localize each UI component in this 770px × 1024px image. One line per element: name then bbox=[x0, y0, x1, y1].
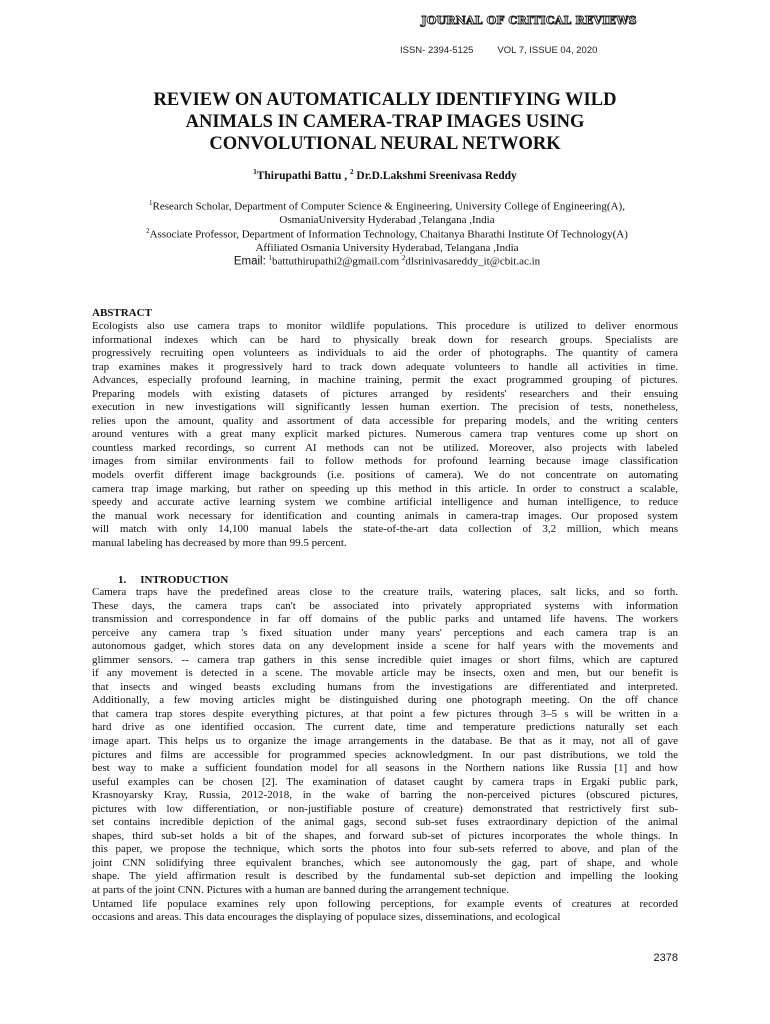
text-line: speedy and accurate active learning system we combine artificial intelligence and human intelligence, to reduce bbox=[92, 496, 678, 509]
text-line: camera trap image marking, but rather on speeding up this method in this article. In order to construct a scalable, bbox=[92, 482, 678, 495]
text-line: models overfit different image backgrounds (i.e. positions of camera). We do not concentrate on automating bbox=[92, 469, 678, 482]
text-line: occasions and areas. This data encourages the displaying of populace sizes, disseminations, and ecological bbox=[92, 911, 561, 924]
author2-name: Dr.D.Lakshmi Sreenivasa Reddy bbox=[356, 169, 517, 182]
text-line: Krasnoyarsky Kray, Russia, 2012-2018, in the wake of barring the non-perceived pictures (obscured pictures, bbox=[92, 789, 678, 802]
text-line: glimmer sensors. -- camera trap gathers in this sense incredible quiet images or short films, which are captured bbox=[92, 653, 678, 666]
text-line: the manual work necessary for identification and counting animals in camera-trap images. Our proposed system bbox=[92, 509, 678, 522]
affiliation-line: Affiliated Osmania University Hyderabad, Telangana ,India bbox=[255, 242, 519, 255]
text-line: perceive any camera trap 's fixed situation under many years' perceptions and each camera trap is an bbox=[92, 626, 678, 639]
text-line: Preparing models with existing datasets of pictures arranged by residents' researchers and their ensuing bbox=[92, 387, 678, 400]
affiliation-line bbox=[92, 225, 682, 242]
text-line: useful examples can be chosen [2]. The examination of dataset caught by camera traps in Ergaki public park, bbox=[92, 775, 678, 788]
text-line: Ecologists also use camera traps to monitor wildlife populations. This procedure is utilized to deliver enormous bbox=[92, 320, 678, 332]
section-title: INTRODUCTION bbox=[140, 574, 229, 586]
author1-superscript: 1 bbox=[253, 168, 257, 176]
text-line: shape. The yield affirmation result is described by the fundamental sub-set depiction and impelling the looking bbox=[92, 870, 678, 883]
affiliation-text: Research Scholar, Department of Computer Science & Engineering, University College of Engineering(A), bbox=[152, 200, 625, 213]
text-line: Untamed life populace examines rely upon following perceptions, for example events of creatures at recorded bbox=[92, 897, 678, 910]
text-line: set contains incredible depiction of the animal gags, second sub-set fuses extraordinary depiction of the animal bbox=[92, 816, 678, 829]
text-line: around ventures with a great many explicit marked pictures. Numerous camera trap ventures come up short on bbox=[92, 428, 678, 441]
text-line: relies upon the amount, quality and assortment of data accessible for preparing models, and the writing centers bbox=[92, 414, 678, 427]
text-line: pictures with low differentiation, or non-justifiable posture of creature) demonstrated that restrictively first sub- bbox=[92, 802, 678, 815]
affiliation-1 bbox=[92, 197, 682, 228]
author1-name: Thirupathi Battu , bbox=[256, 169, 348, 182]
introduction-body bbox=[92, 586, 678, 925]
introduction-heading bbox=[118, 574, 228, 586]
text-line: transmission and correspondence in far off domains of the public parks and untamed life havens. The workers bbox=[92, 613, 678, 626]
affiliation-line: OsmaniaUniversity Hyderabad ,Telangana ,India bbox=[279, 214, 495, 227]
text-line: execution in new investigations will significantly lessen human exertion. The precision of tests, nonetheless, bbox=[92, 401, 678, 414]
volume-issue: VOL 7, ISSUE 04, 2020 bbox=[497, 45, 598, 56]
title-line: ANIMALS IN CAMERA-TRAP IMAGES USING bbox=[185, 112, 585, 132]
text-line: best way to make a sufficient foundation model for all seasons in the Northern nations like Russia [1] and how bbox=[92, 762, 678, 775]
text-line: trap examines makes it progressively hard to track down adequate volunteers to handle all activities in time. bbox=[92, 360, 678, 373]
text-line: countless marked recordings, so current AI methods can not be utilized. Moreover, also projects with labeled bbox=[92, 441, 678, 454]
email-1[interactable]: battuthirupathi2@gmail.com bbox=[272, 255, 400, 268]
text-line: progressively recruiting open volunteers as individuals to aid the order of photographs. The quantity of camera bbox=[92, 347, 678, 360]
affiliation-text: Associate Professor, Department of Information Technology, Chaitanya Bharathi Institute Of Technology(A) bbox=[149, 228, 628, 241]
text-line: joint CNN solidifying three equivalent branches, which see autonomously the gag, part of shape, and whole bbox=[92, 856, 678, 869]
text-line: Camera traps have the predefined areas close to the creature trails, watering places, salt licks, and so forth. bbox=[92, 586, 678, 598]
text-line: shapes, third sub-set holds a bit of the shapes, and forward sub-set of pictures incorporates the whole things. In bbox=[92, 829, 678, 842]
text-line: autonomous gadget, which stores data on any development inside a scene for half years with the movements and bbox=[92, 640, 678, 653]
author-line bbox=[70, 168, 700, 182]
affiliation-2 bbox=[92, 225, 682, 256]
email1-superscript: 1 bbox=[268, 254, 273, 262]
author2-superscript: 2 bbox=[350, 168, 354, 176]
text-line: that camera trap stores despite everything pictures, at that point a few pictures through 3–5 s will be written in a bbox=[92, 707, 678, 720]
title-line: REVIEW ON AUTOMATICALLY IDENTIFYING WILD bbox=[153, 90, 617, 110]
text-line: manual labeling has decreased by more than 99.5 percent. bbox=[92, 536, 347, 549]
text-line: pictures and films are accessible for programmed species acknowledgment. In our past distributions, we told the bbox=[92, 748, 678, 761]
text-line: hard drive as one identified occasion. The current date, time and temperature predictions naturally set each bbox=[92, 721, 678, 734]
issn: ISSN- 2394-5125 bbox=[400, 45, 474, 56]
text-line: images from similar environments fail to follow methods for profound learning because image classification bbox=[92, 455, 678, 468]
issn-volume-line bbox=[400, 45, 597, 56]
email-line bbox=[92, 254, 682, 268]
abstract-heading: ABSTRACT bbox=[92, 307, 152, 319]
text-line: will match with only 14,100 manual labels the state-of-the-art data collection of 3,2 million, which means bbox=[92, 523, 678, 536]
email2-superscript: 2 bbox=[401, 254, 406, 262]
affiliation-superscript: 2 bbox=[146, 227, 150, 235]
page-number: 2378 bbox=[653, 952, 678, 964]
text-line: Additionally, a few moving articles might be distinguished during one photograph meeting. On the off chance bbox=[92, 694, 678, 707]
affiliation-line bbox=[92, 197, 682, 214]
text-line: Advances, especially profound learning, in machine training, permit the exact programmed grouping of pictures. bbox=[92, 374, 678, 387]
text-line: image apart. This helps us to organize the image arrangements in the database. Be that as it may, not all of gave bbox=[92, 735, 678, 748]
text-line: that insects and winged beasts excluding humans from the investigations are differentiated and interpreted. bbox=[92, 680, 678, 693]
title-line: CONVOLUTIONAL NEURAL NETWORK bbox=[209, 134, 561, 154]
journal-name: JOURNAL OF CRITICAL REVIEWS bbox=[421, 14, 637, 27]
text-line: informational indexes which can be hard to physically break down for research groups. Specialists are bbox=[92, 333, 678, 346]
text-line: at parts of the joint CNN. Pictures with a human are banned during the arrangement technique. bbox=[92, 884, 509, 897]
email-2[interactable]: dlsrinivasareddy_it@cbit.ac.in bbox=[405, 255, 541, 268]
abstract-body bbox=[92, 320, 678, 550]
email-label: Email: bbox=[233, 255, 266, 268]
affiliation-superscript: 1 bbox=[149, 199, 153, 207]
paper-title bbox=[70, 89, 700, 155]
text-line: if any movement is detected in a scene. The movable article may be insects, oxen and men, but our benefit is bbox=[92, 667, 678, 680]
text-line: this paper, we propose the technique, which sorts the photos into four sub-sets referred to above, and plan of the bbox=[92, 843, 678, 856]
text-line: These days, the camera traps can't be associated into privately appropriated systems with information bbox=[92, 599, 678, 612]
section-number: 1. bbox=[118, 574, 127, 586]
